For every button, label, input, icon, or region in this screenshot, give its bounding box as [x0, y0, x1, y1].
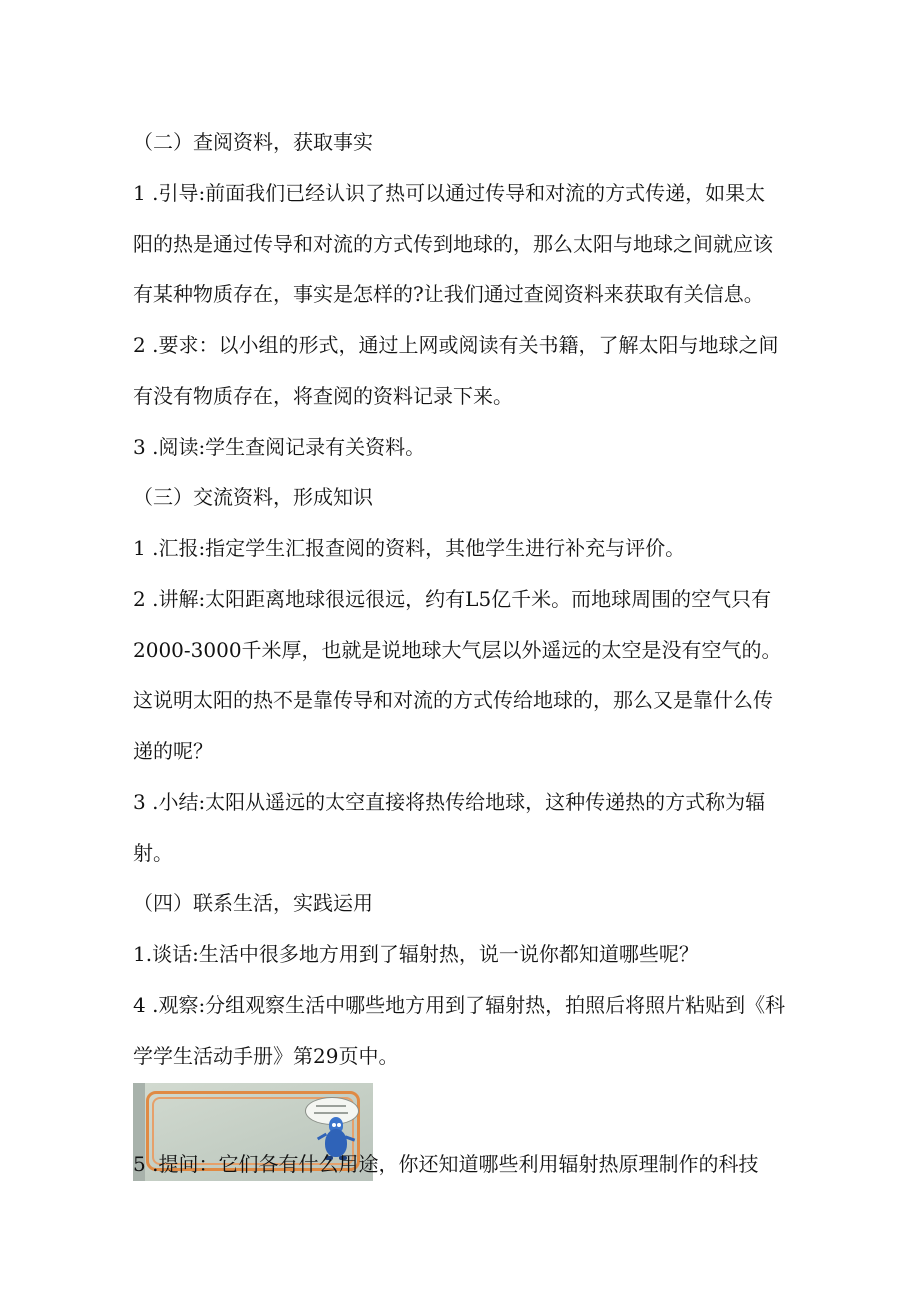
paragraph-line: 学学生活动手册》第29页中。	[133, 1044, 399, 1068]
bubble-scribble	[314, 1112, 348, 1114]
paragraph-line: 射。	[133, 841, 173, 865]
paragraph-line: 3 .小结:太阳从遥远的太空直接将热传给地球，这种传递热的方式称为辐	[133, 790, 766, 814]
paragraph-line: 有没有物质存在，将查阅的资料记录下来。	[133, 384, 513, 408]
paragraph-line: 4 .观察:分组观察生活中哪些地方用到了辐射热，拍照后将照片粘贴到《科	[133, 993, 786, 1017]
paragraph-line: 1 .汇报:指定学生汇报查阅的资料，其他学生进行补充与评价。	[133, 536, 686, 560]
mascot-eye	[337, 1123, 341, 1127]
paragraph-line: 1.谈话:生活中很多地方用到了辐射热，说一说你都知道哪些呢？	[133, 942, 699, 966]
paragraph-line: 2000-3000千米厚，也就是说地球大气层以外遥远的太空是没有空气的。	[133, 638, 782, 662]
bubble-scribble	[316, 1105, 346, 1107]
paragraph-line: 2 .要求：以小组的形式，通过上网或阅读有关书籍，了解太阳与地球之间	[133, 333, 779, 357]
section-heading-4: （四）联系生活，实践运用	[133, 891, 373, 915]
section-heading-3: （三）交流资料，形成知识	[133, 485, 373, 509]
paragraph-line: 阳的热是通过传导和对流的方式传到地球的，那么太阳与地球之间就应该	[133, 232, 773, 256]
paragraph-line: 3 .阅读:学生查阅记录有关资料。	[133, 435, 426, 459]
paragraph-line: 1 .引导:前面我们已经认识了热可以通过传导和对流的方式传递，如果太	[133, 181, 766, 205]
section-heading-2: （二）查阅资料，获取事实	[133, 130, 373, 154]
paragraph-line: 有某种物质存在，事实是怎样的?让我们通过查阅资料来获取有关信息。	[133, 282, 764, 306]
paragraph-line: 2 .讲解:太阳距离地球很远很远，约有L5亿千米。而地球周围的空气只有	[133, 587, 772, 611]
paragraph-line: 5 .提问：它们各有什么用途，你还知道哪些利用辐射热原理制作的科技	[133, 1152, 759, 1176]
paragraph-line: 递的呢？	[133, 739, 213, 763]
paragraph-line: 这说明太阳的热不是靠传导和对流的方式传给地球的，那么又是靠什么传	[133, 688, 773, 712]
mascot-eye	[332, 1123, 336, 1127]
